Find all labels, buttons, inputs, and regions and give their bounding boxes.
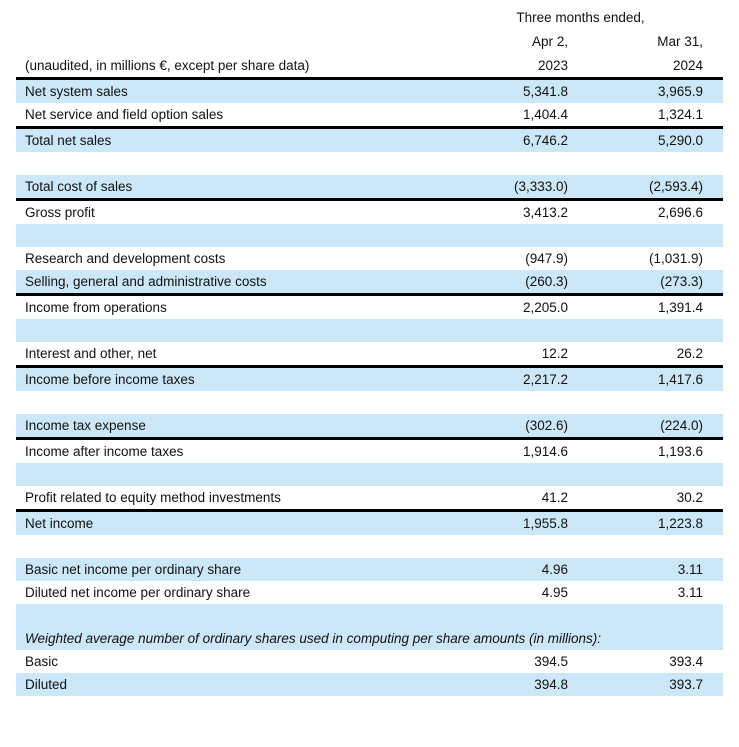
value-2024: 1,391.4 bbox=[657, 300, 703, 315]
table-body bbox=[16, 80, 723, 696]
value-2023: 1,955.8 bbox=[522, 516, 568, 531]
table-row bbox=[16, 650, 723, 673]
row-label: Income before income taxes bbox=[25, 372, 195, 387]
table-row bbox=[16, 581, 723, 604]
table-row bbox=[16, 175, 723, 198]
value-2024: (2,593.4) bbox=[648, 179, 703, 194]
value-2023: 6,746.2 bbox=[522, 133, 568, 148]
section-header-row bbox=[16, 627, 723, 650]
value-2024: 3.11 bbox=[677, 585, 703, 600]
row-label: Income tax expense bbox=[25, 418, 146, 433]
row-label: Basic bbox=[25, 654, 59, 669]
period-header: Three months ended, bbox=[516, 9, 645, 25]
table-header bbox=[16, 0, 723, 80]
table-row bbox=[16, 368, 723, 391]
header-month-row bbox=[16, 29, 723, 53]
value-2024: 30.2 bbox=[676, 490, 703, 505]
value-2023: 4.95 bbox=[541, 585, 568, 600]
table-row bbox=[16, 558, 723, 581]
header-period-row bbox=[16, 5, 723, 29]
table-row bbox=[16, 270, 723, 293]
value-2023: 2,205.0 bbox=[522, 300, 568, 315]
row-label: Selling, general and administrative costs bbox=[25, 274, 267, 289]
header-year-row bbox=[16, 53, 723, 77]
table-row bbox=[16, 201, 723, 224]
value-2023: (3,333.0) bbox=[513, 179, 568, 194]
table-row bbox=[16, 296, 723, 319]
spacer-row bbox=[16, 604, 723, 627]
value-2023: 1,404.4 bbox=[522, 107, 568, 122]
row-label: Income from operations bbox=[25, 300, 167, 315]
value-2023: 394.8 bbox=[534, 677, 568, 692]
spacer-row bbox=[16, 224, 723, 247]
value-2023: 3,413.2 bbox=[522, 205, 568, 220]
value-2024: 393.7 bbox=[669, 677, 703, 692]
value-2024: 3,965.9 bbox=[657, 84, 703, 99]
column-header-month-2023: Apr 2, bbox=[531, 33, 568, 49]
table-row bbox=[16, 103, 723, 126]
value-2023: 41.2 bbox=[541, 490, 568, 505]
income-statement-table bbox=[16, 0, 723, 696]
value-2024: 1,223.8 bbox=[657, 516, 703, 531]
spacer-row bbox=[16, 535, 723, 558]
row-label: Diluted net income per ordinary share bbox=[25, 585, 251, 600]
value-2023: (947.9) bbox=[525, 251, 568, 266]
row-label: Net service and field option sales bbox=[25, 107, 224, 122]
value-2024: (273.3) bbox=[660, 274, 703, 289]
row-label: Weighted average number of ordinary shares used in computing per share amounts (in millions): bbox=[25, 631, 602, 646]
value-2024: (1,031.9) bbox=[648, 251, 703, 266]
row-label: Profit related to equity method investments bbox=[25, 490, 281, 505]
row-label: Research and development costs bbox=[25, 251, 226, 266]
table-row bbox=[16, 80, 723, 103]
spacer-row bbox=[16, 391, 723, 414]
table-row bbox=[16, 342, 723, 365]
table-caption: (unaudited, in millions €, except per share data) bbox=[25, 57, 310, 73]
value-2024: 5,290.0 bbox=[657, 133, 703, 148]
value-2024: 26.2 bbox=[676, 346, 703, 361]
value-2024: 1,193.6 bbox=[657, 444, 703, 459]
value-2023: 1,914.6 bbox=[522, 444, 568, 459]
column-header-year-2023: 2023 bbox=[537, 57, 568, 73]
table-row bbox=[16, 414, 723, 437]
value-2024: 393.4 bbox=[669, 654, 703, 669]
column-header-year-2024: 2024 bbox=[672, 57, 703, 73]
value-2023: 394.5 bbox=[534, 654, 568, 669]
value-2023: (302.6) bbox=[525, 418, 568, 433]
table-row bbox=[16, 247, 723, 270]
value-2023: 2,217.2 bbox=[522, 372, 568, 387]
row-label: Total cost of sales bbox=[25, 179, 133, 194]
table-row bbox=[16, 512, 723, 535]
value-2023: (260.3) bbox=[525, 274, 568, 289]
table-row bbox=[16, 673, 723, 696]
row-label: Net system sales bbox=[25, 84, 128, 99]
value-2023: 5,341.8 bbox=[522, 84, 568, 99]
row-label: Net income bbox=[25, 516, 94, 531]
row-label: Interest and other, net bbox=[25, 346, 157, 361]
spacer-row bbox=[16, 319, 723, 342]
row-label: Basic net income per ordinary share bbox=[25, 562, 242, 577]
value-2023: 12.2 bbox=[541, 346, 568, 361]
spacer-row bbox=[16, 152, 723, 175]
column-header-month-2024: Mar 31, bbox=[657, 33, 703, 49]
value-2024: 1,324.1 bbox=[657, 107, 703, 122]
spacer-row bbox=[16, 463, 723, 486]
row-label: Income after income taxes bbox=[25, 444, 184, 459]
value-2024: 1,417.6 bbox=[657, 372, 703, 387]
value-2024: 3.11 bbox=[677, 562, 703, 577]
table-row bbox=[16, 486, 723, 509]
value-2023: 4.96 bbox=[541, 562, 568, 577]
table-row bbox=[16, 129, 723, 152]
row-label: Total net sales bbox=[25, 133, 112, 148]
table-row bbox=[16, 440, 723, 463]
row-label: Gross profit bbox=[25, 205, 95, 220]
value-2024: 2,696.6 bbox=[657, 205, 703, 220]
value-2024: (224.0) bbox=[660, 418, 703, 433]
row-label: Diluted bbox=[25, 677, 68, 692]
